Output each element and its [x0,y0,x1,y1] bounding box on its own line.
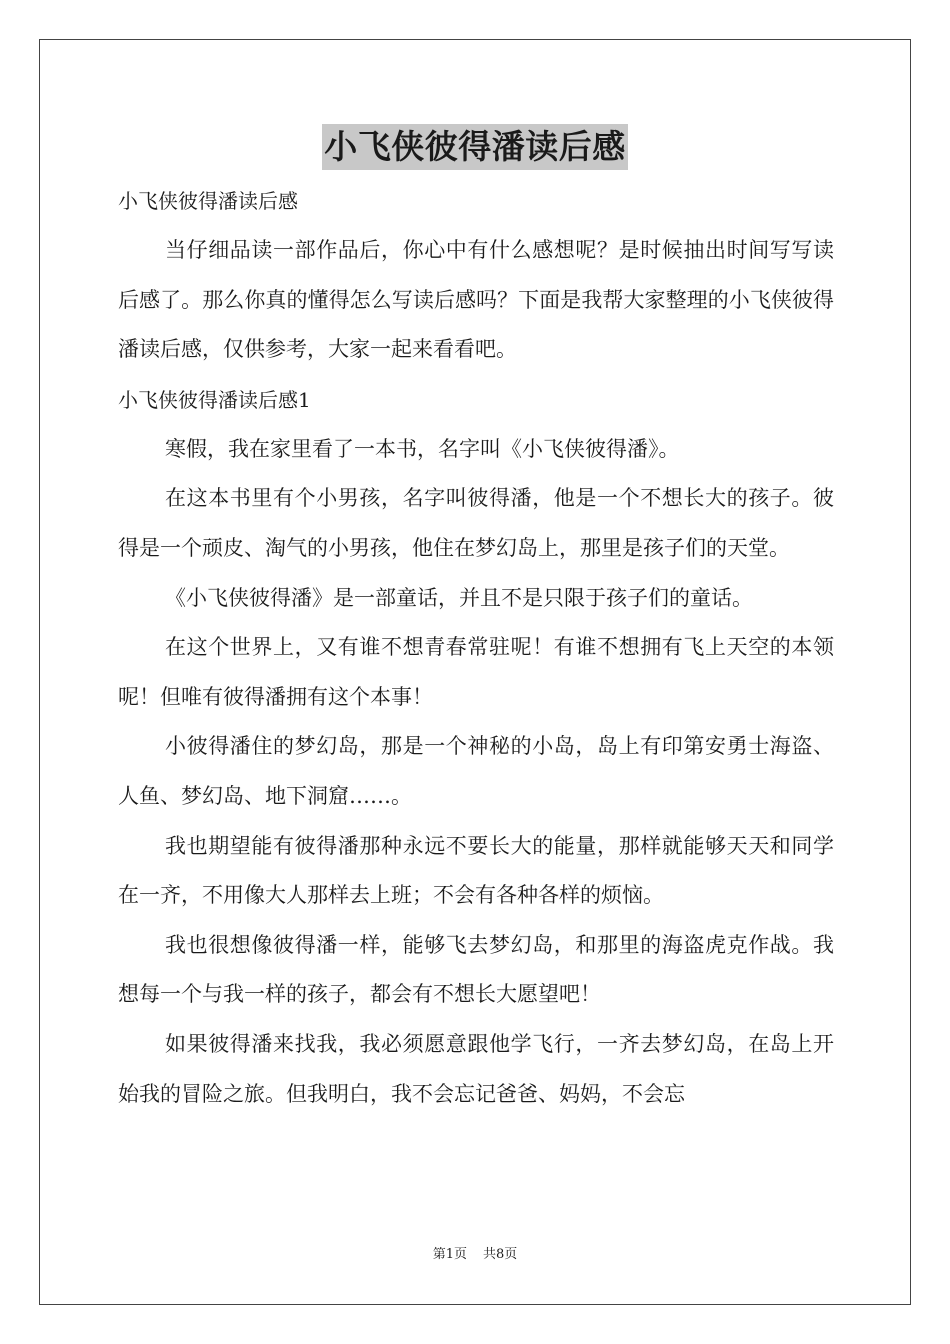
document-body [118,176,834,1119]
section-heading: 小飞侠彼得潘读后感1 [118,387,311,412]
page-total: 共8页 [483,1247,518,1262]
document-subtitle: 小飞侠彼得潘读后感 [118,189,298,213]
intro-paragraph: 当仔细品读一部作品后，你心中有什么感想呢？是时候抽出时间写写读后感了。那么你真的懂得怎么写读后感吗？下面是我帮大家整理的小飞侠彼得潘读后感，仅供参考，大家一起来看看吧。 [118,238,834,362]
body-paragraph: 在这个世界上，又有谁不想青春常驻呢！有谁不想拥有飞上天空的本领呢！但唯有彼得潘拥有这个本事！ [118,635,834,709]
page-number: 第1页 [432,1247,467,1262]
body-paragraph: 我也期望能有彼得潘那种永远不要长大的能量，那样就能够天天和同学在一齐，不用像大人那样去上班；不会有各种各样的烦恼。 [118,833,834,908]
body-paragraph: 在这本书里有个小男孩，名字叫彼得潘，他是一个不想长大的孩子。彼得是一个顽皮、淘气的小男孩，他住在梦幻岛上，那里是孩子们的天堂。 [118,486,834,560]
body-paragraph: 寒假，我在家里看了一本书，名字叫《小飞侠彼得潘》。 [165,436,680,461]
title-container [0,124,950,170]
body-paragraph: 小彼得潘住的梦幻岛，那是一个神秘的小岛，岛上有印第安勇士海盗、人鱼、梦幻岛、地下洞窟……。 [118,734,834,808]
body-paragraph: 《小飞侠彼得潘》是一部童话，并且不是只限于孩子们的童话。 [165,585,753,610]
document-title: 小飞侠彼得潘读后感 [322,124,628,170]
body-paragraph: 如果彼得潘来找我，我必须愿意跟他学飞行，一齐去梦幻岛，在岛上开始我的冒险之旅。但我明白，我不会忘记爸爸、妈妈，不会忘 [118,1031,834,1106]
page-footer [0,1246,950,1264]
body-paragraph: 我也很想像彼得潘一样，能够飞去梦幻岛，和那里的海盗虎克作战。我想每一个与我一样的孩子，都会有不想长大愿望吧！ [118,932,834,1007]
